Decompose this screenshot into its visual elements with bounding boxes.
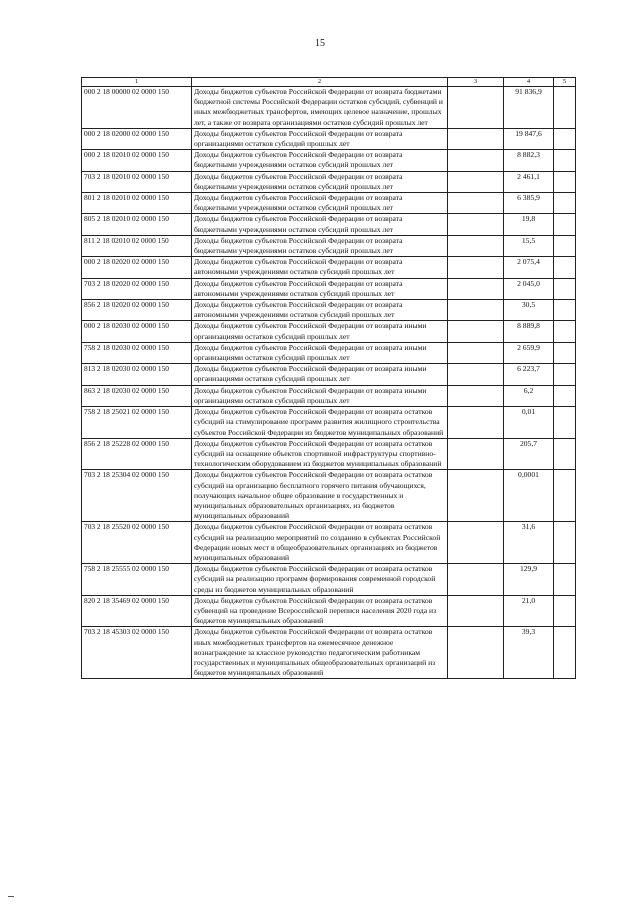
table-row: [82, 87, 576, 129]
description-cell: Доходы бюджетов субъектов Российской Федерации от возврата бюджетными учреждениями остатков субсидий прошлых лет: [192, 171, 448, 192]
description-cell: Доходы бюджетов субъектов Российской Федерации от возврата бюджетными учреждениями остатков субсидий прошлых лет: [192, 235, 448, 256]
description-cell: Доходы бюджетов субъектов Российской Федерации от возврата автономными учреждениями остатков субсидий прошлых лет: [192, 257, 448, 278]
table-row: [82, 470, 576, 522]
table-row: [82, 522, 576, 564]
budget-code-cell: 820 2 18 35469 02 0000 150: [82, 595, 192, 627]
description-cell: Доходы бюджетов субъектов Российской Федерации от возврата остатков субсидий на организацию бесплатного горячего питания обучающихся, получающих начальное общее образование в государственных и муниципальных образовательных организациях, из бюджетов муниципальных образований: [192, 470, 448, 522]
table-row: [82, 564, 576, 596]
table-row: [82, 278, 576, 299]
column-3-cell: [448, 193, 504, 214]
column-header-4: 4: [504, 78, 554, 87]
table-row: [82, 321, 576, 342]
column-5-cell: [554, 278, 576, 299]
column-3-cell: [448, 522, 504, 564]
table-row: [82, 128, 576, 149]
amount-cell: 6,2: [504, 385, 554, 406]
table-body: [82, 87, 576, 679]
column-header-2: 2: [192, 78, 448, 87]
description-cell: Доходы бюджетов субъектов Российской Федерации от возврата остатков субсидий на реализацию мероприятий по созданию в субъектах Российской Федерации новых мест в общеобразовательных организациях из бюджетов муниципальных образований: [192, 522, 448, 564]
column-5-cell: [554, 522, 576, 564]
column-3-cell: [448, 364, 504, 385]
column-header-3: 3: [448, 78, 504, 87]
column-5-cell: [554, 214, 576, 235]
column-3-cell: [448, 257, 504, 278]
column-3-cell: [448, 407, 504, 439]
budget-code-cell: 000 2 18 02000 02 0000 150: [82, 128, 192, 149]
column-3-cell: [448, 214, 504, 235]
description-cell: Доходы бюджетов субъектов Российской Федерации от возврата организациями остатков субсидий прошлых лет: [192, 128, 448, 149]
budget-code-cell: 000 2 18 02010 02 0000 150: [82, 150, 192, 171]
budget-code-cell: 000 2 18 02020 02 0000 150: [82, 257, 192, 278]
description-cell: Доходы бюджетов субъектов Российской Федерации от возврата бюджетными учреждениями остатков субсидий прошлых лет: [192, 150, 448, 171]
description-cell: Доходы бюджетов субъектов Российской Федерации от возврата остатков субсидий на оснащение объектов спортивной инфраструктуры спортивно-технологическим оборудованием из бюджетов муниципальных образований: [192, 438, 448, 470]
column-3-cell: [448, 595, 504, 627]
budget-code-cell: 703 2 18 02020 02 0000 150: [82, 278, 192, 299]
budget-code-cell: 000 2 18 02030 02 0000 150: [82, 321, 192, 342]
table-row: [82, 300, 576, 321]
table-row: [82, 627, 576, 679]
column-header-1: 1: [82, 78, 192, 87]
column-3-cell: [448, 321, 504, 342]
column-5-cell: [554, 385, 576, 406]
budget-code-cell: 805 2 18 02010 02 0000 150: [82, 214, 192, 235]
column-5-cell: [554, 257, 576, 278]
column-3-cell: [448, 128, 504, 149]
table-row: [82, 150, 576, 171]
table-row: [82, 235, 576, 256]
amount-cell: 8 882,3: [504, 150, 554, 171]
amount-cell: 21,0: [504, 595, 554, 627]
amount-cell: 39,3: [504, 627, 554, 679]
column-3-cell: [448, 470, 504, 522]
amount-cell: 205,7: [504, 438, 554, 470]
description-cell: Доходы бюджетов субъектов Российской Федерации от возврата иными организациями остатков субсидий прошлых лет: [192, 364, 448, 385]
description-cell: Доходы бюджетов субъектов Российской Федерации от возврата бюджетными учреждениями остатков субсидий прошлых лет: [192, 193, 448, 214]
description-cell: Доходы бюджетов субъектов Российской Федерации от возврата иными организациями остатков субсидий прошлых лет: [192, 342, 448, 363]
table-row: [82, 438, 576, 470]
column-5-cell: [554, 470, 576, 522]
budget-revenue-table: [81, 77, 576, 679]
column-5-cell: [554, 364, 576, 385]
amount-cell: 0,01: [504, 407, 554, 439]
column-number-row: [82, 78, 576, 87]
description-cell: Доходы бюджетов субъектов Российской Федерации от возврата иными организациями остатков субсидий прошлых лет: [192, 385, 448, 406]
column-3-cell: [448, 171, 504, 192]
column-5-cell: [554, 407, 576, 439]
amount-cell: 19,8: [504, 214, 554, 235]
description-cell: Доходы бюджетов субъектов Российской Федерации от возврата автономными учреждениями остатков субсидий прошлых лет: [192, 278, 448, 299]
table-row: [82, 407, 576, 439]
column-5-cell: [554, 171, 576, 192]
description-cell: Доходы бюджетов субъектов Российской Федерации от возврата автономными учреждениями остатков субсидий прошлых лет: [192, 300, 448, 321]
amount-cell: 15,5: [504, 235, 554, 256]
amount-cell: 6 385,9: [504, 193, 554, 214]
column-3-cell: [448, 438, 504, 470]
table-row: [82, 171, 576, 192]
budget-code-cell: 813 2 18 02030 02 0000 150: [82, 364, 192, 385]
table-row: [82, 193, 576, 214]
column-5-cell: [554, 321, 576, 342]
column-3-cell: [448, 300, 504, 321]
budget-code-cell: 863 2 18 02030 02 0000 150: [82, 385, 192, 406]
amount-cell: 2 659,9: [504, 342, 554, 363]
column-5-cell: [554, 87, 576, 129]
budget-code-cell: 811 2 18 02010 02 0000 150: [82, 235, 192, 256]
budget-code-cell: 703 2 18 25304 02 0000 150: [82, 470, 192, 522]
amount-cell: 6 223,7: [504, 364, 554, 385]
description-cell: Доходы бюджетов субъектов Российской Федерации от возврата остатков субвенций на проведение Всероссийской переписи населения 2020 года из бюджетов муниципальных образований: [192, 595, 448, 627]
amount-cell: 2 045,0: [504, 278, 554, 299]
amount-cell: 2 075,4: [504, 257, 554, 278]
table-row: [82, 342, 576, 363]
amount-cell: 31,6: [504, 522, 554, 564]
column-5-cell: [554, 300, 576, 321]
table-row: [82, 364, 576, 385]
table-row: [82, 214, 576, 235]
description-cell: Доходы бюджетов субъектов Российской Федерации от возврата остатков субсидий на реализацию программ формирования современной городской среды из бюджетов муниципальных образований: [192, 564, 448, 596]
description-cell: Доходы бюджетов субъектов Российской Федерации от возврата иными организациями остатков субсидий прошлых лет: [192, 321, 448, 342]
scan-mark: [8, 896, 14, 897]
budget-code-cell: 758 2 18 25021 02 0000 150: [82, 407, 192, 439]
budget-code-cell: 758 2 18 02030 02 0000 150: [82, 342, 192, 363]
description-cell: Доходы бюджетов субъектов Российской Федерации от возврата бюджетами бюджетной системы Российской Федерации остатков субсидий, субвенций и иных межбюджетных трансфертов, имеющих целевое назначение, прошлых лет, а также от возврата организациями остатков субсидий прошлых лет: [192, 87, 448, 129]
page-number: 15: [315, 38, 325, 49]
budget-code-cell: 801 2 18 02010 02 0000 150: [82, 193, 192, 214]
column-5-cell: [554, 193, 576, 214]
budget-code-cell: 703 2 18 25520 02 0000 150: [82, 522, 192, 564]
column-5-cell: [554, 342, 576, 363]
column-3-cell: [448, 627, 504, 679]
column-3-cell: [448, 150, 504, 171]
amount-cell: 129,9: [504, 564, 554, 596]
table-row: [82, 595, 576, 627]
amount-cell: 8 889,8: [504, 321, 554, 342]
column-header-5: 5: [554, 78, 576, 87]
column-5-cell: [554, 627, 576, 679]
column-5-cell: [554, 564, 576, 596]
amount-cell: 19 847,6: [504, 128, 554, 149]
column-5-cell: [554, 438, 576, 470]
table-row: [82, 257, 576, 278]
amount-cell: 0,0001: [504, 470, 554, 522]
amount-cell: 30,5: [504, 300, 554, 321]
column-5-cell: [554, 595, 576, 627]
column-3-cell: [448, 564, 504, 596]
column-3-cell: [448, 87, 504, 129]
budget-code-cell: 856 2 18 25228 02 0000 150: [82, 438, 192, 470]
column-3-cell: [448, 385, 504, 406]
column-5-cell: [554, 128, 576, 149]
description-cell: Доходы бюджетов субъектов Российской Федерации от возврата бюджетными учреждениями остатков субсидий прошлых лет: [192, 214, 448, 235]
budget-code-cell: 703 2 18 45303 02 0000 150: [82, 627, 192, 679]
budget-code-cell: 000 2 18 00000 02 0000 150: [82, 87, 192, 129]
description-cell: Доходы бюджетов субъектов Российской Федерации от возврата остатков иных межбюджетных трансфертов на ежемесячное денежное вознаграждение за классное руководство педагогическим работникам государственных и муниципальных общеобразовательных организаций из бюджетов муниципальных образований: [192, 627, 448, 679]
budget-code-cell: 758 2 18 25555 02 0000 150: [82, 564, 192, 596]
description-cell: Доходы бюджетов субъектов Российской Федерации от возврата остатков субсидий на стимулирование программ развития жилищного строительства субъектов Российской Федерации из бюджетов муниципальных образований: [192, 407, 448, 439]
column-3-cell: [448, 235, 504, 256]
column-3-cell: [448, 342, 504, 363]
column-5-cell: [554, 235, 576, 256]
column-5-cell: [554, 150, 576, 171]
table-row: [82, 385, 576, 406]
amount-cell: 2 461,1: [504, 171, 554, 192]
column-3-cell: [448, 278, 504, 299]
budget-code-cell: 703 2 18 02010 02 0000 150: [82, 171, 192, 192]
amount-cell: 91 836,9: [504, 87, 554, 129]
budget-code-cell: 856 2 18 02020 02 0000 150: [82, 300, 192, 321]
